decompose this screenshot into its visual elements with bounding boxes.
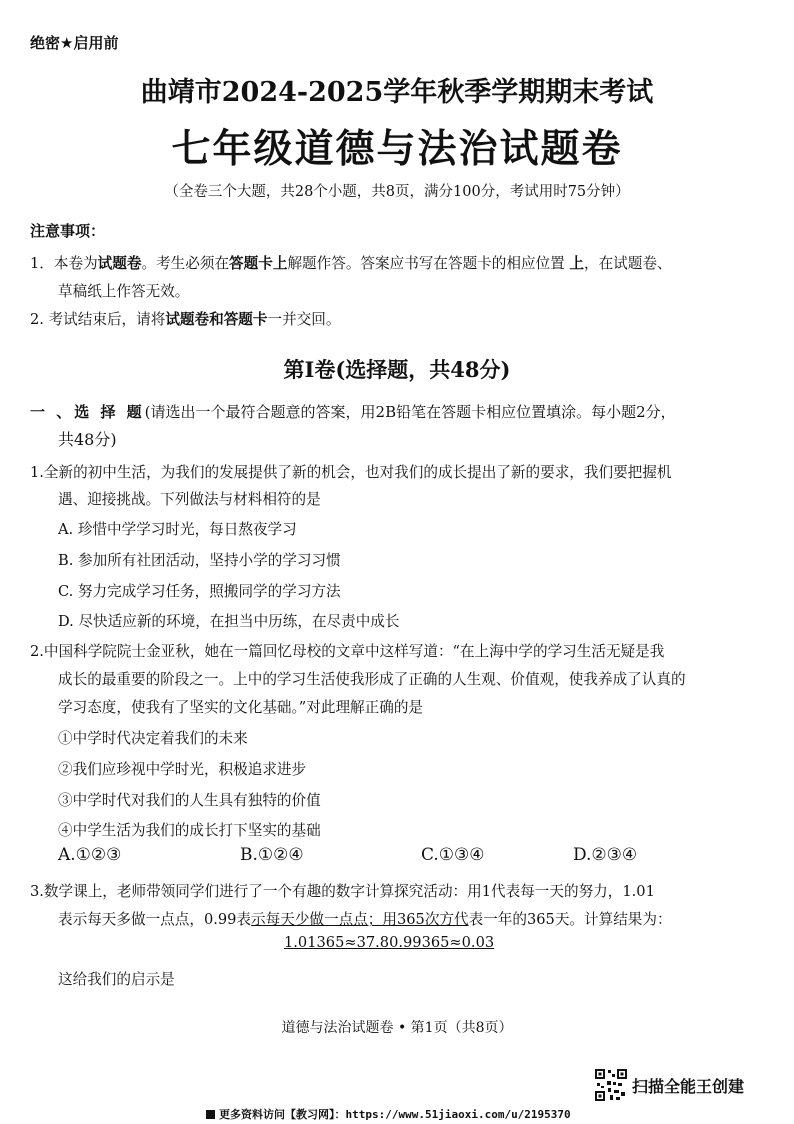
- notice-bold: 答题卡上: [229, 255, 288, 272]
- q1-stem-line1: 1.全新的初中生活，为我们的发展提供了新的机会，也对我们的成长提出了新的要求，我们要把握机: [30, 464, 672, 481]
- scanner-watermark: 扫描全能王创建: [632, 1077, 745, 1096]
- exam-title-line2: 七年级道德与法治试题卷: [171, 126, 623, 172]
- q1-option-c: C. 努力完成学习任务，照搬同学的学习方法: [58, 583, 341, 600]
- resource-link-text: 更多资料访问【教习网】：https://www.51jiaoxi.com/u/2195370: [219, 1108, 571, 1121]
- notice-item-1-cont: 草稿纸上作答无效。: [58, 283, 190, 300]
- notice-text: 。考生必须在: [141, 255, 230, 272]
- notice-heading: 注意事项：: [30, 222, 106, 240]
- part-instruction-cont: 共48分): [58, 430, 117, 449]
- part-heading-label: 一 、选 择 题: [30, 403, 145, 421]
- q3-formula: 1.01365≈37.80.99365≈0.03: [284, 934, 495, 951]
- q3-tail: 这给我们的启示是: [58, 971, 175, 988]
- q2-stem-line1: 2.中国科学院院士金亚秋，她在一篇回忆母校的文章中这样写道：“在上海中学的学习生活无疑是我: [30, 643, 665, 660]
- q3-text: 表示每天多做一点点，0.99表: [58, 911, 252, 928]
- exam-subtitle: （全卷三个大题，共28个小题，共8页，满分100分，考试用时75分钟）: [164, 184, 630, 200]
- q2-option-d: D.②③④: [573, 845, 638, 865]
- notice-item-2: [30, 308, 340, 329]
- q2-statement-1: ①中学时代决定着我们的未来: [58, 730, 248, 747]
- q2-stem-line2: 成长的最重要的阶段之一。上中的学习生活使我形成了正确的人生观、价值观，使我养成了认真的: [58, 671, 686, 688]
- flag-icon: [206, 1110, 215, 1119]
- notice-text: 一并交回。: [267, 311, 341, 328]
- q3-stem-line1: 3.数学课上，老师带领同学们进行了一个有趣的数字计算探究活动：用1代表每一天的努力，1.01: [30, 883, 655, 900]
- notice-item-1: [30, 252, 672, 273]
- notice-text: ，在试题卷、: [583, 255, 672, 272]
- q2-statement-4: ④中学生活为我们的成长打下坚实的基础: [58, 822, 321, 839]
- q1-option-b: B. 参加所有社团活动，坚持小学的学习习惯: [58, 552, 341, 569]
- q3-text: 表一年的365天。计算结果为：: [468, 911, 672, 928]
- secret-label: 绝密★启用前: [30, 34, 119, 52]
- q2-stem-line3: 学习态度，使我有了坚实的文化基础。”对此理解正确的是: [58, 699, 424, 716]
- notice-text: 1．本卷为: [30, 255, 98, 272]
- q2-option-b: B.①②④: [240, 845, 304, 865]
- exam-title-line1: 曲靖市2024-2025学年秋季学期期末考试: [140, 77, 654, 108]
- q3-stem-line2: [58, 908, 672, 929]
- q3-text-underlined: 示每天少做一点点；用365次方代: [251, 911, 469, 928]
- section-title: 第I卷(选择题，共48分): [283, 357, 511, 382]
- notice-bold: 试题卷和答题卡: [165, 311, 268, 328]
- notice-text: 解题作答。答案应书写在答题卡的相应位置: [287, 255, 565, 272]
- q1-option-d: D. 尽快适应新的环境，在担当中历练，在尽责中成长: [58, 613, 400, 630]
- q2-option-a: A.①②③: [58, 845, 122, 865]
- resource-link[interactable]: [206, 1106, 571, 1122]
- part-instruction: (请选出一个最符合题意的答案，用2B铅笔在答题卡相应位置填涂。每小题2分，: [144, 403, 676, 421]
- notice-bold: 上: [569, 255, 584, 272]
- notice-bold: 试题卷: [97, 255, 142, 272]
- part-heading: [30, 401, 676, 422]
- q2-statement-3: ③中学时代对我们的人生具有独特的价值: [58, 792, 321, 809]
- q1-stem-line2: 遇、迎接挑战。下列做法与材料相符的是: [58, 491, 321, 508]
- q2-statement-2: ②我们应珍视中学时光，积极追求进步: [58, 761, 307, 778]
- q2-option-c: C.①③④: [421, 845, 485, 865]
- notice-text: 2. 考试结束后，请将: [30, 311, 166, 328]
- q1-option-a: A. 珍惜中学学习时光，每日熬夜学习: [58, 521, 297, 538]
- page-footer: 道德与法治试题卷 • 第1页（共8页）: [281, 1020, 513, 1036]
- qr-code-icon: [594, 1068, 628, 1102]
